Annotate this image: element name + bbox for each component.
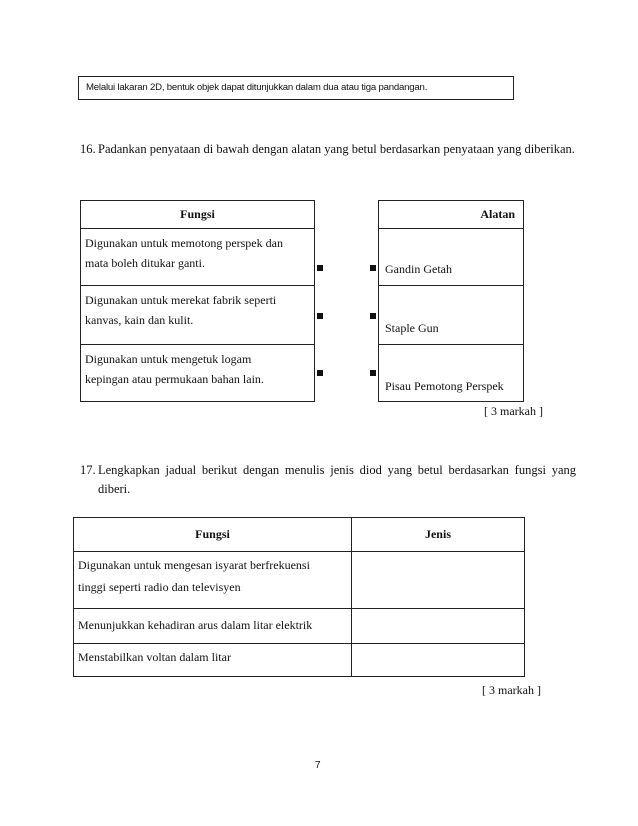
q17-table [73,517,525,677]
q16-fungsi-row1-line2: mata boleh ditukar ganti. [85,256,205,270]
page-number: 7 [315,760,321,771]
note-box: Melalui lakaran 2D, bentuk objek dapat ditunjukkan dalam dua atau tiga pandangan. [78,76,514,100]
q16-alatan-row [379,286,524,345]
match-bullet-left-2[interactable] [317,313,323,319]
q17-fungsi-row [74,609,352,644]
match-bullet-right-3[interactable] [370,370,376,376]
q17-jenis-header: Jenis [352,518,525,552]
q17-fungsi-row [74,644,352,677]
question-16-number: 16. [80,142,96,156]
q17-marks: [ 3 markah ] [482,683,541,697]
q16-fungsi-row [81,345,315,402]
q17-row1-line2: tinggi seperti radio dan televisyen [78,580,241,594]
q16-fungsi-header: Fungsi [81,201,315,229]
q17-row3-text: Menstabilkan voltan dalam litar [78,650,231,664]
match-bullet-right-1[interactable] [370,265,376,271]
q16-fungsi-row2-line1: Digunakan untuk merekat fabrik seperti [85,293,277,307]
match-bullet-right-2[interactable] [370,313,376,319]
q16-fungsi-row [81,229,315,286]
q17-fungsi-row [74,552,352,609]
q16-fungsi-row2-line2: kanvas, kain dan kulit. [85,313,194,327]
q16-alatan-row [379,345,524,402]
question-17-number: 17. [80,463,96,477]
q16-alatan-header: Alatan [379,201,524,229]
q16-marks: [ 3 markah ] [484,404,543,418]
q17-jenis-answer-cell[interactable] [352,644,525,677]
match-bullet-left-1[interactable] [317,265,323,271]
q16-alatan-table [378,200,524,402]
q16-alatan-row2-text: Staple Gun [385,321,439,335]
question-17-text: Lengkapkan jadual berikut dengan menulis jenis diod yang betul berdasarkan fungsi yang diberi. [98,463,576,496]
question-17 [80,461,576,501]
match-bullet-left-3[interactable] [317,370,323,376]
question-16-text: Padankan penyataan di bawah dengan alatan yang betul berdasarkan penyataan yang diberikan. [98,142,575,156]
q17-fungsi-header: Fungsi [74,518,352,552]
q17-jenis-answer-cell[interactable] [352,552,525,609]
q16-fungsi-table [80,200,315,402]
q16-fungsi-row3-line1: Digunakan untuk mengetuk logam [85,352,252,366]
q17-jenis-answer-cell[interactable] [352,609,525,644]
question-16 [80,140,576,180]
q16-fungsi-row [81,286,315,345]
q16-alatan-row3-text: Pisau Pemotong Perspek [385,379,504,393]
q17-row1-line1: Digunakan untuk mengesan isyarat berfrekuensi [78,558,310,572]
q17-row2-text: Menunjukkan kehadiran arus dalam litar elektrik [78,618,313,632]
q16-fungsi-row3-line2: kepingan atau permukaan bahan lain. [85,372,264,386]
q16-fungsi-row1-line1: Digunakan untuk memotong perspek dan [85,236,283,250]
q16-alatan-row [379,229,524,286]
q16-alatan-row1-text: Gandin Getah [385,262,452,276]
